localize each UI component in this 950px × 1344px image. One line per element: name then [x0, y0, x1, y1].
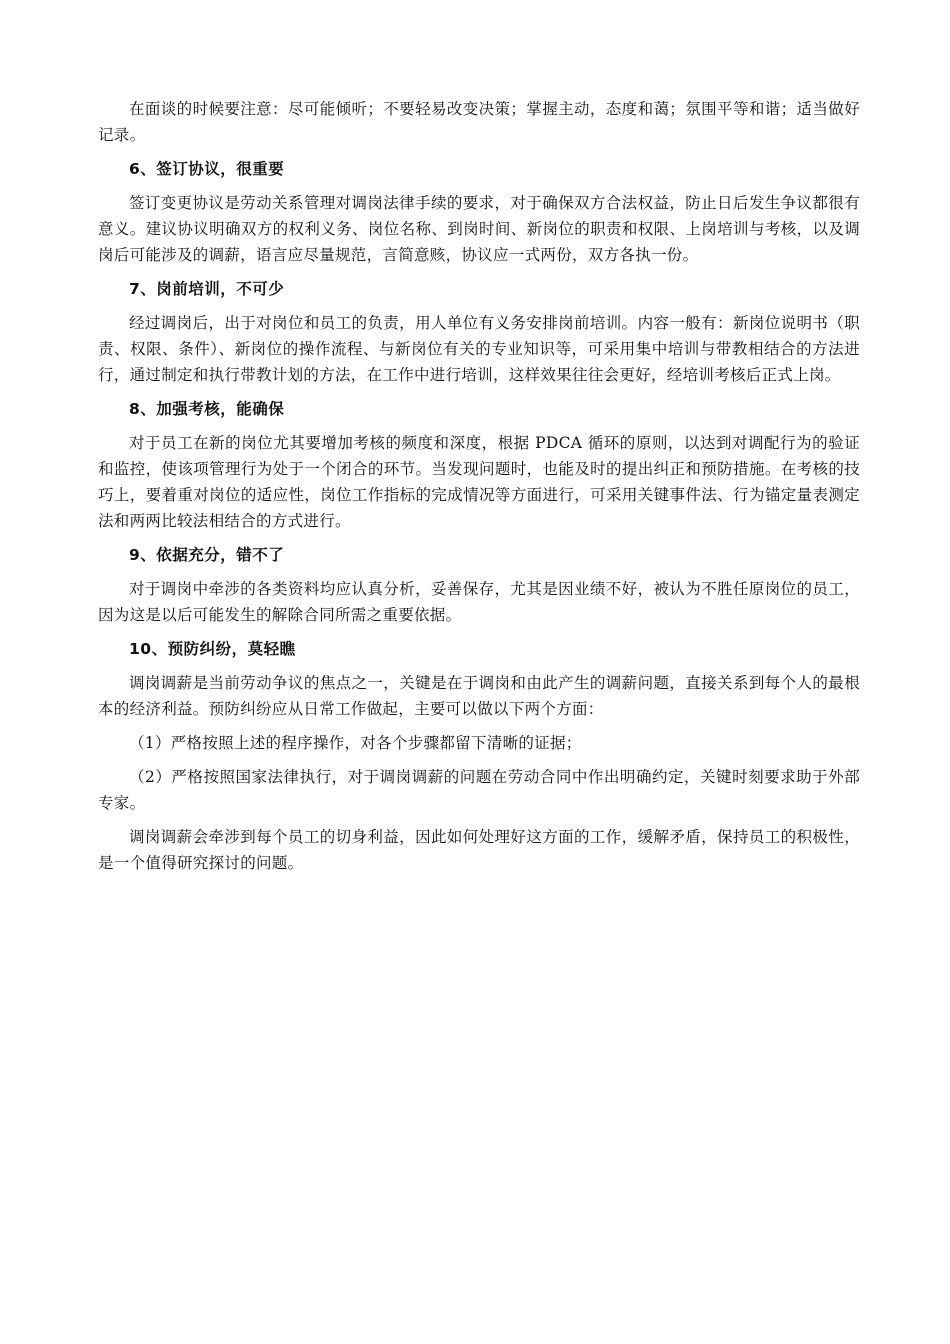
document-page	[98, 96, 860, 884]
section-6	[98, 156, 860, 268]
list-item: （2）严格按照国家法律执行，对于调岗调薪的问题在劳动合同中作出明确约定，关键时刻要求助于外部专家。	[98, 768, 860, 812]
section-paragraph: 签订变更协议是劳动关系管理对调岗法律手续的要求，对于确保双方合法权益，防止日后发生争议都很有意义。建议协议明确双方的权利义务、岗位名称、到岗时间、新岗位的职责和权限、上岗培训与考核，以及调岗后可能涉及的调薪，语言应尽量规范，言简意赅，协议应一式两份，双方各执一份。	[98, 194, 860, 264]
list-item: （1）严格按照上述的程序操作，对各个步骤都留下清晰的证据；	[129, 734, 582, 752]
section-heading: 6、签订协议，很重要	[129, 160, 285, 178]
section-heading: 8、加强考核，能确保	[129, 400, 285, 418]
closing-paragraph: 调岗调薪会牵涉到每个员工的切身利益，因此如何处理好这方面的工作，缓解矛盾，保持员工的积极性，是一个值得研究探讨的问题。	[98, 828, 860, 872]
section-paragraph: 对于调岗中牵涉的各类资料均应认真分析，妥善保存，尤其是因业绩不好，被认为不胜任原岗位的员工，因为这是以后可能发生的解除合同所需之重要依据。	[98, 580, 860, 624]
section-paragraph: 经过调岗后，出于对岗位和员工的负责，用人单位有义务安排岗前培训。内容一般有：新岗位说明书（职责、权限、条件）、新岗位的操作流程、与新岗位有关的专业知识等，可采用集中培训与带教相结合的方法进行，通过制定和执行带教计划的方法，在工作中进行培训，这样效果往往会更好，经培训考核后正式上岗。	[98, 314, 860, 384]
section-10	[98, 636, 860, 876]
section-heading: 9、依据充分，错不了	[129, 546, 285, 564]
section-8	[98, 396, 860, 534]
intro-paragraph: 在面谈的时候要注意：尽可能倾听；不要轻易改变决策；掌握主动，态度和蔼；氛围平等和谐；适当做好记录。	[98, 100, 860, 144]
section-paragraph: 调岗调薪是当前劳动争议的焦点之一，关键是在于调岗和由此产生的调薪问题，直接关系到每个人的最根本的经济利益。预防纠纷应从日常工作做起，主要可以做以下两个方面：	[98, 674, 860, 718]
section-9	[98, 542, 860, 628]
section-heading: 10、预防纠纷，莫轻瞧	[129, 640, 296, 658]
section-heading: 7、岗前培训，不可少	[129, 280, 285, 298]
section-paragraph: 对于员工在新的岗位尤其要增加考核的频度和深度，根据 PDCA 循环的原则，以达到对调配行为的验证和监控，使该项管理行为处于一个闭合的环节。当发现问题时，也能及时的提出纠正和预防措施。在考核的技巧上，要着重对岗位的适应性，岗位工作指标的完成情况等方面进行，可采用关键事件法、行为锚定量表测定法和两两比较法相结合的方式进行。	[98, 434, 860, 530]
section-7	[98, 276, 860, 388]
